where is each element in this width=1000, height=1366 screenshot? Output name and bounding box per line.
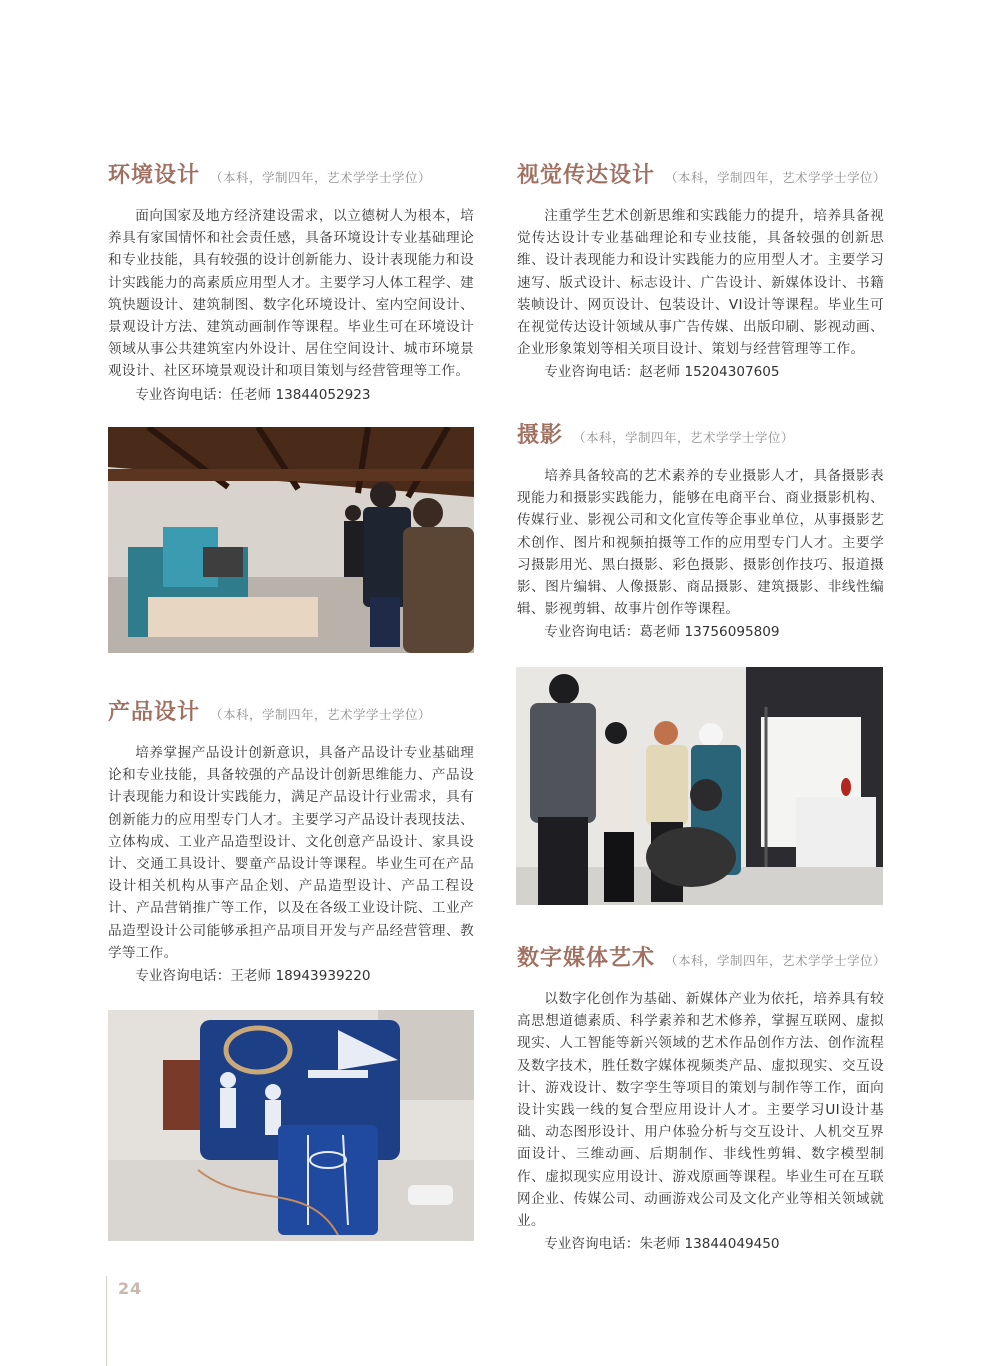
section-contact: 专业咨询电话：葛老师 13756095809 xyxy=(544,624,780,641)
section-contact: 专业咨询电话：王老师 18943939220 xyxy=(135,968,371,985)
section-meta: （本科，学制四年，艺术学学士学位） xyxy=(665,170,887,185)
section-meta: （本科，学制四年，艺术学学士学位） xyxy=(210,707,432,722)
section-body: 培养具备较高的艺术素养的专业摄影人才，具备摄影表现能力和摄影实践能力，能够在电商平台、商业摄影机构、传媒行业、影视公司和文化宣传等企事业单位，从事摄影艺术创作、图片和视频拍摄等工作的应用型专门人才。主要学习摄影用光、黑白摄影、彩色摄影、摄影创作技巧、报道摄影、图片编辑、人像摄影、商品摄影、建筑摄影、非线性编辑、影视剪辑、故事片创作等课程。 xyxy=(517,468,884,618)
section-header xyxy=(108,158,474,189)
footer-rule xyxy=(106,1276,107,1366)
section-body: 面向国家及地方经济建设需求，以立德树人为根本，培养具有家国情怀和社会责任感，具备环境设计专业基础理论和专业技能，具有较强的设计创新能力、设计表现能力和设计实践能力的高素质应用型人才。主要学习人体工程学、建筑快题设计、建筑制图、数字化环境设计、室内空间设计、景观设计方法、建筑动画制作等课程。毕业生可在环境设计领域从事公共建筑室内外设计、居住空间设计、城市环境景观设计、社区环境景观设计和项目策划与经营管理等工作。 xyxy=(108,208,474,380)
section-title: 摄影 xyxy=(517,423,564,448)
section-environment-design xyxy=(108,158,474,406)
section-header xyxy=(517,418,884,449)
section-body: 以数字化创作为基础、新媒体产业为依托，培养具有较高思想道德素质、科学素养和艺术修养，掌握互联网、虚拟现实、人工智能等新兴领域的艺术作品创作方法、创作流程及数字技术，胜任数字媒体视频类产品、虚拟现实、交互设计、游戏设计、数字孪生等项目的策划与制作等工作，面向设计实践一线的复合型应用设计人才。主要学习UI设计基础、动态图形设计、用户体验分析与交互设计、人机交互界面设计、三维动画、后期制作、非线性剪辑、数字模型制作、虚拟现实应用设计、游戏原画等课程。毕业生可在互联网企业、传媒公司、动画游戏公司及文化产业等相关领域就业。 xyxy=(517,991,884,1230)
section-meta: （本科，学制四年，艺术学学士学位） xyxy=(665,953,887,968)
section-body: 培养掌握产品设计创新意识，具备产品设计专业基础理论和专业技能，具备较强的产品设计创新思维能力、产品设计表现能力和设计实践能力，满足产品设计行业需求，具有创新能力的应用型专门人才。主要学习产品设计表现技法、立体构成、工业产品造型设计、文化创意产品设计、家具设计、交通工具设计、婴童产品设计等课程。毕业生可在产品设计相关机构从事产品企划、产品造型设计、产品工程设计、产品营销推广等工作，以及在各级工业设计院、工业产品造型设计公司能够承担产品项目开发与产品经营管理、教学等工作。 xyxy=(108,745,474,961)
section-product-design xyxy=(108,695,474,987)
section-visual-communication xyxy=(517,158,887,383)
section-meta: （本科，学制四年，艺术学学士学位） xyxy=(573,430,795,445)
section-meta: （本科，学制四年，艺术学学士学位） xyxy=(210,170,432,185)
section-header xyxy=(517,158,887,189)
section-contact: 专业咨询电话：任老师 13844052923 xyxy=(135,386,371,403)
page-number: 24 xyxy=(118,1279,143,1298)
section-title: 环境设计 xyxy=(108,163,201,188)
section-title: 数字媒体艺术 xyxy=(517,946,656,971)
studio-photo xyxy=(516,667,883,905)
section-contact: 专业咨询电话：朱老师 13844049450 xyxy=(544,1236,780,1253)
section-header xyxy=(517,941,887,972)
section-photography xyxy=(517,418,884,643)
section-body: 注重学生艺术创新思维和实践能力的提升，培养具备视觉传达设计专业基础理论和专业技能，具备较强的创新思维、设计表现能力和设计实践能力的应用型人才。主要学习速写、版式设计、标志设计、广告设计、新媒体设计、书籍装帧设计、网页设计、包装设计、VI设计等课程。毕业生可在视觉传达设计领域从事广告传媒、出版印刷、影视动画、企业形象策划等相关项目设计、策划与经营管理等工作。 xyxy=(517,208,884,358)
workshop-photo xyxy=(108,427,474,653)
section-header xyxy=(108,695,474,726)
product-bags-photo xyxy=(108,1010,474,1241)
section-digital-media-art xyxy=(517,941,887,1255)
section-title: 视觉传达设计 xyxy=(517,163,656,188)
section-title: 产品设计 xyxy=(108,700,201,725)
section-contact: 专业咨询电话：赵老师 15204307605 xyxy=(544,364,780,381)
